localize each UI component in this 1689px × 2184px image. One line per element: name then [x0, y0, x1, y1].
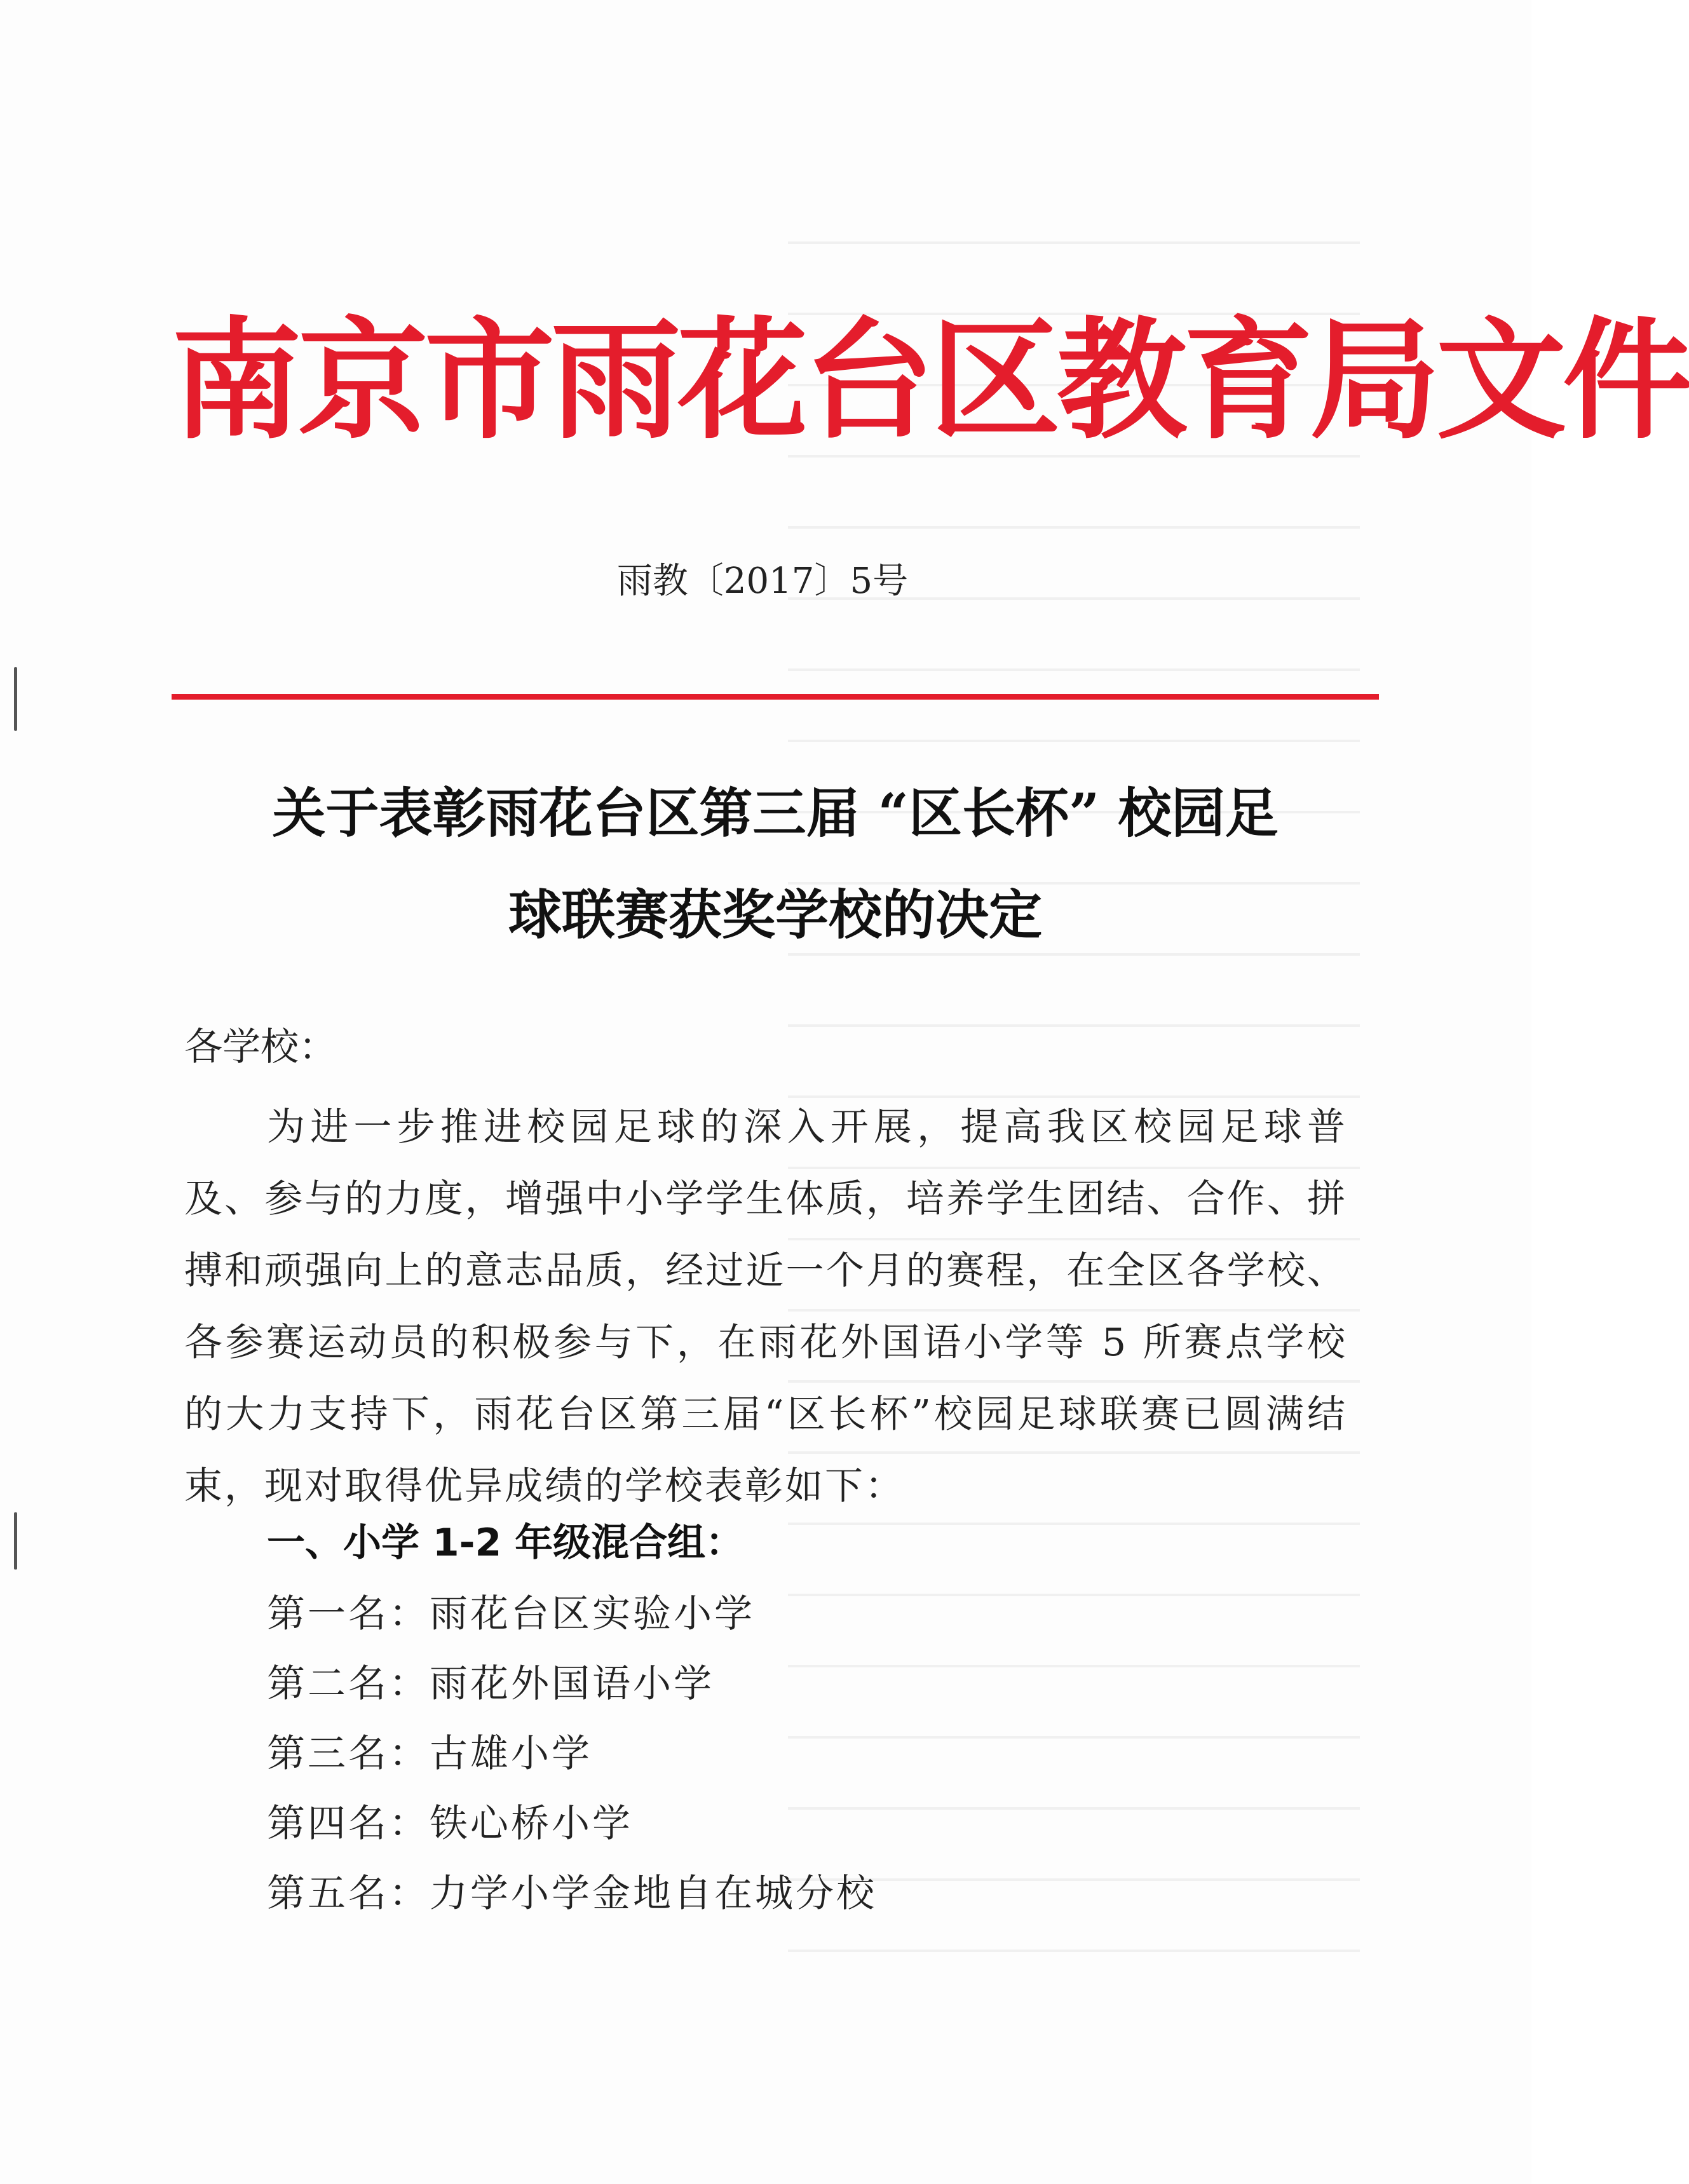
agency-header-title: 南京市雨花台区教育局文件: [172, 305, 1689, 457]
decision-title-line-2: 球联赛获奖学校的决定: [508, 883, 1042, 946]
staple-mark-top: [14, 667, 17, 731]
rank-list: [267, 1579, 877, 1929]
decision-title-line-1: 关于表彰雨花台区第三届 “区长杯” 校园足: [272, 782, 1279, 844]
decision-title: [184, 763, 1366, 966]
rank-item-3: 第三名：古雄小学: [267, 1732, 592, 1776]
rank-item-2: 第二名：雨花外国语小学: [267, 1662, 714, 1706]
body-paragraph: 为进一步推进校园足球的深入开展，提高我区校园足球普及、参与的力度，增强中小学学生体质，培养学生团结、合作、拼搏和顽强向上的意志品质，经过近一个月的赛程，在全区各学校、各参赛运动员的积极参与下，在雨花外国语小学等 5 所赛点学校的大力支持下，雨花台区第三届“区长杯”校园足球联赛已圆满结束，现对取得优异成绩的学校表彰如下：: [184, 1105, 1347, 1509]
rank-item-4: 第四名：铁心桥小学: [267, 1801, 633, 1846]
red-divider-line: [172, 694, 1379, 700]
rank-item-5: 第五名：力学小学金地自在城分校: [267, 1871, 877, 1916]
staple-mark-bottom: [14, 1512, 17, 1570]
document-number: 雨教〔2017〕5号: [616, 560, 909, 602]
salutation: 各学校：: [184, 1025, 337, 1069]
rank-item-1: 第一名：雨花台区实验小学: [267, 1592, 755, 1636]
section-heading-grade-1-2: 一、小学 1-2 年级混合组：: [267, 1521, 744, 1565]
